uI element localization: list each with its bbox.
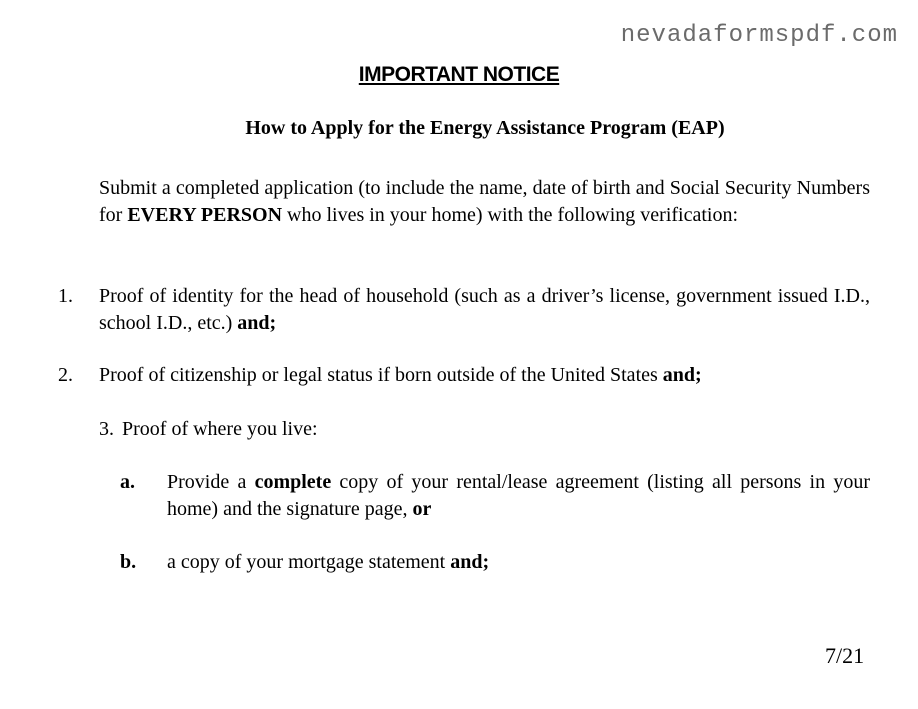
sub-item-a-suffix: or [412, 498, 432, 520]
sub-item-a-emphasis: complete [254, 471, 332, 493]
item-2-suffix: and; [662, 364, 702, 386]
intro-paragraph [99, 175, 870, 229]
sub-item-b-body: a copy of your mortgage statement [167, 551, 451, 573]
sub-item-b-text [167, 549, 870, 576]
sub-item-a-end: copy of your rental/lease agreement (listing all persons in your home) and the signature page, [167, 471, 871, 520]
sub-item-b-suffix: and; [450, 551, 490, 573]
intro-text-start: Submit a completed application (to include the name, date of birth and Social Security Numbers for [99, 177, 870, 226]
item-2-number: 2. [58, 364, 73, 386]
sub-item-a-text [167, 469, 870, 523]
page-subtitle: How to Apply for the Energy Assistance Program (EAP) [245, 117, 725, 139]
sub-item-a-letter: a. [120, 471, 135, 493]
item-1-suffix: and; [237, 312, 277, 334]
item-1-text [99, 283, 870, 337]
page-number: 7/21 [825, 643, 865, 668]
item-2-text [99, 362, 870, 389]
item-3-number: 3. [99, 418, 114, 440]
item-2-body: Proof of citizenship or legal status if born outside of the United States [99, 364, 663, 386]
item-3-body: Proof of where you live: [122, 418, 318, 440]
sub-item-a-start: Provide a [167, 471, 255, 493]
notice-title [0, 63, 918, 87]
intro-text-end: who lives in your home) with the following verification: [282, 204, 739, 226]
watermark: nevadaformspdf.com [620, 22, 898, 49]
notice-title-text: IMPORTANT NOTICE [358, 63, 560, 86]
sub-item-b-letter: b. [120, 551, 137, 573]
intro-emphasis: EVERY PERSON [127, 204, 283, 226]
item-1-body: Proof of identity for the head of household (such as a driver’s license, government issued I.D., school I.D., etc.) [99, 285, 870, 334]
item-1-number: 1. [58, 285, 73, 307]
item-3-text [99, 416, 870, 443]
